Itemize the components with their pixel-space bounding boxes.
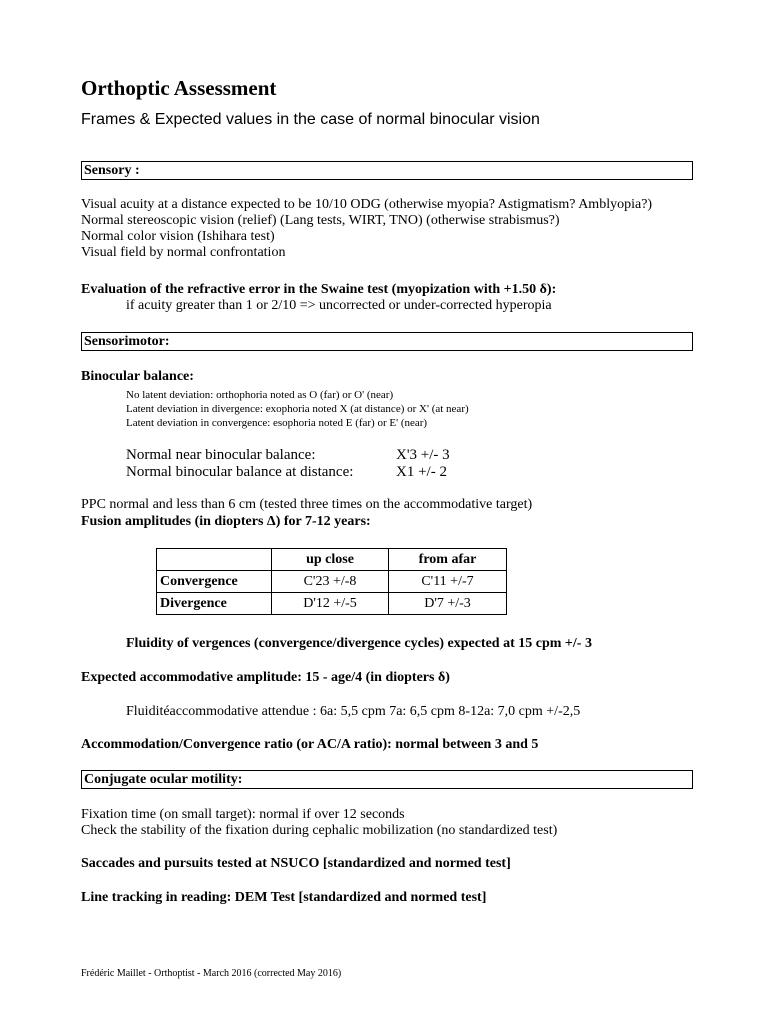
table-cell: Convergence: [157, 571, 272, 593]
table-header-row: [157, 549, 507, 571]
vergence-fluidity: Fluidity of vergences (convergence/divergence cycles) expected at 15 cpm +/- 3: [126, 636, 592, 651]
table-cell: C'11 +/-7: [389, 571, 507, 593]
balance-distance-value: X1 +/- 2: [396, 464, 447, 480]
ac-a-ratio: Accommodation/Convergence ratio (or AC/A ratio): normal between 3 and 5: [81, 737, 539, 752]
conjugate-list: [81, 807, 557, 839]
balance-near-value: X'3 +/- 3: [396, 447, 450, 463]
page-subtitle: Frames & Expected values in the case of normal binocular vision: [81, 111, 540, 128]
accommodative-fluidity: Fluiditéaccommodative attendue : 6a: 5,5 cpm 7a: 6,5 cpm 8-12a: 7,0 cpm +/-2,5: [126, 704, 581, 719]
binocular-balance-heading: Binocular balance:: [81, 369, 194, 384]
line-tracking-text: Line tracking in reading: DEM Test [standardized and normed test]: [81, 890, 487, 905]
section-heading-label: Conjugate ocular motility:: [84, 772, 243, 787]
fusion-heading: Fusion amplitudes (in diopters Δ) for 7-12 years:: [81, 514, 371, 529]
section-header-sensory: [81, 161, 693, 180]
balance-distance-label: Normal binocular balance at distance:: [126, 464, 354, 480]
sensory-list: [81, 197, 652, 261]
list-item: Visual field by normal confrontation: [81, 245, 286, 260]
list-item: Latent deviation in divergence: exophoria noted X (at distance) or X' (at near): [126, 403, 469, 415]
fusion-amplitudes-table: [156, 548, 507, 615]
list-item: Fixation time (on small target): normal if over 12 seconds: [81, 807, 405, 822]
section-header-conjugate: [81, 770, 693, 789]
list-item: Normal color vision (Ishihara test): [81, 229, 275, 244]
table-row: [157, 571, 507, 593]
table-header-cell: up close: [272, 549, 389, 571]
section-heading-label: Sensory :: [84, 163, 140, 178]
swaine-heading: Evaluation of the refractive error in the Swaine test (myopization with +1.50 δ):: [81, 282, 557, 297]
section-header-sensorimotor: [81, 332, 693, 351]
balance-near-label: Normal near binocular balance:: [126, 447, 316, 463]
table-cell: C'23 +/-8: [272, 571, 389, 593]
list-item: Normal stereoscopic vision (relief) (Lang tests, WIRT, TNO) (otherwise strabismus?): [81, 213, 560, 228]
list-item: Check the stability of the fixation during cephalic mobilization (no standardized test): [81, 823, 558, 838]
table-cell: D'12 +/-5: [272, 593, 389, 615]
page-footer: Frédéric Maillet - Orthoptist - March 2016 (corrected May 2016): [81, 968, 342, 979]
table-cell: D'7 +/-3: [389, 593, 507, 615]
table-cell: Divergence: [157, 593, 272, 615]
list-item: Visual acuity at a distance expected to be 10/10 ODG (otherwise myopia? Astigmatism? Amblyopia?): [81, 197, 653, 212]
swaine-note: if acuity greater than 1 or 2/10 => uncorrected or under-corrected hyperopia: [126, 298, 552, 313]
ppc-text: PPC normal and less than 6 cm (tested three times on the accommodative target): [81, 497, 533, 512]
deviation-list: [126, 388, 469, 430]
table-header-cell: [157, 549, 272, 571]
saccades-text: Saccades and pursuits tested at NSUCO [standardized and normed test]: [81, 856, 511, 871]
list-item: No latent deviation: orthophoria noted as O (far) or O' (near): [126, 389, 394, 401]
section-heading-label: Sensorimotor:: [84, 334, 170, 349]
list-item: Latent deviation in convergence: esophoria noted E (far) or E' (near): [126, 417, 428, 429]
table-header-cell: from afar: [389, 549, 507, 571]
accommodative-amplitude: Expected accommodative amplitude: 15 - age/4 (in diopters δ): [81, 670, 450, 685]
page-title: Orthoptic Assessment: [81, 76, 277, 100]
table-row: [157, 593, 507, 615]
